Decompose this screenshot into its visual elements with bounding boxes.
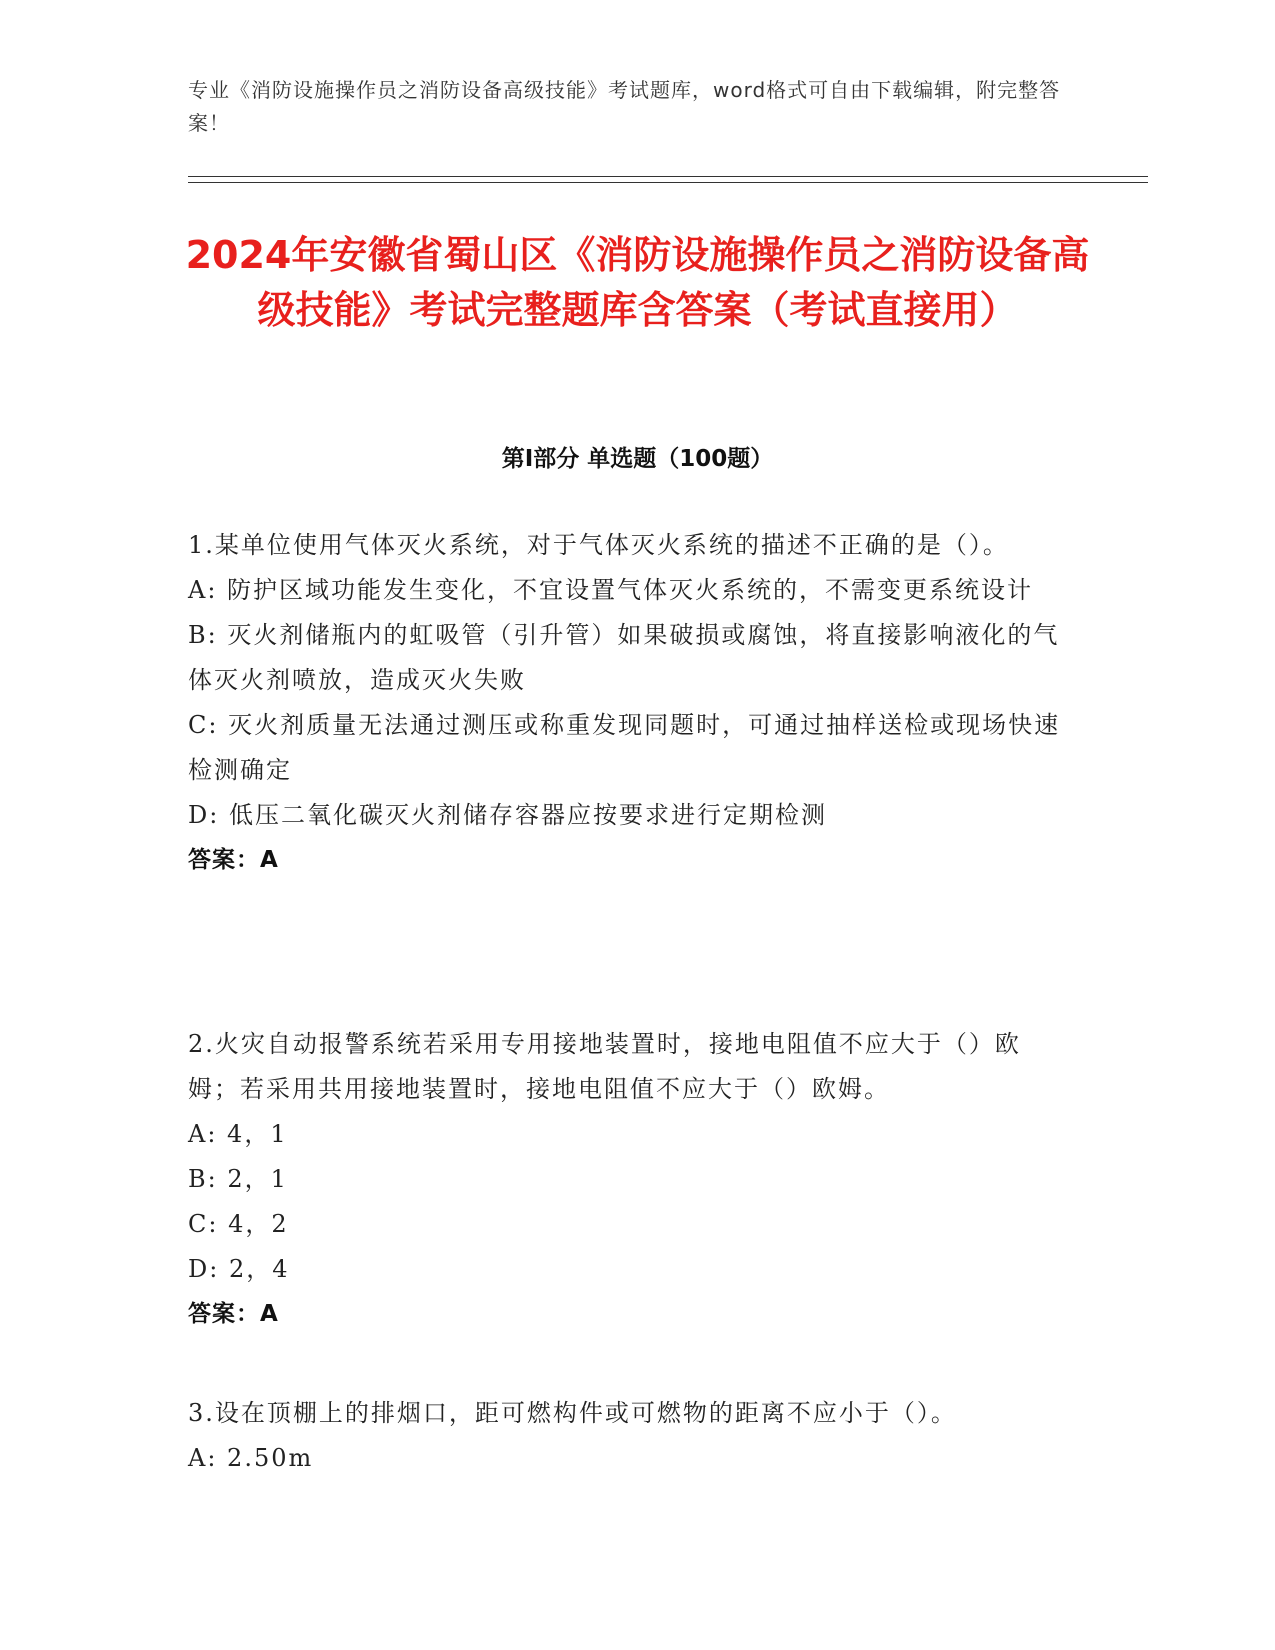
option-c: C: 灭火剂质量无法通过测压或称重发现同题时，可通过抽样送检或现场快速检测确定 <box>188 711 1061 784</box>
question-stem: 2.火灾自动报警系统若采用专用接地装置时，接地电阻值不应大于（）欧姆；若采用共用接地装置时，接地电阻值不应大于（）欧姆。 <box>188 1030 1021 1103</box>
option-b: B: 2，1 <box>188 1165 288 1193</box>
option-a: A: 4，1 <box>188 1120 288 1148</box>
divider-bottom <box>188 182 1148 183</box>
divider-top <box>188 176 1148 177</box>
section-heading: 第I部分 单选题（100题） <box>501 446 774 472</box>
option-a: A: 2.50m <box>188 1444 314 1472</box>
header-note: 专业《消防设施操作员之消防设备高级技能》考试题库，word格式可自由下载编辑，附完整答案！ <box>188 78 1061 135</box>
option-a: A: 防护区域功能发生变化，不宜设置气体灭火系统的，不需变更系统设计 <box>188 576 1034 604</box>
option-d: D: 2，4 <box>188 1255 290 1283</box>
answer: 答案：A <box>188 1301 279 1327</box>
document-title: 2024年安徽省蜀山区《消防设施操作员之消防设备高级技能》考试完整题库含答案（考试直接用） <box>185 233 1090 332</box>
question-3 <box>188 1391 1068 1481</box>
question-stem: 1.某单位使用气体灭火系统，对于气体灭火系统的描述不正确的是（）。 <box>188 531 1009 559</box>
question-1 <box>188 523 1068 883</box>
answer: 答案：A <box>188 847 279 873</box>
option-c: C: 4，2 <box>188 1210 289 1238</box>
option-d: D: 低压二氧化碳灭火剂储存容器应按要求进行定期检测 <box>188 801 827 829</box>
option-b: B: 灭火剂储瓶内的虹吸管（引升管）如果破损或腐蚀，将直接影响液化的气体灭火剂喷放，造成灭火失败 <box>188 621 1060 694</box>
question-2 <box>188 1022 1068 1337</box>
question-stem: 3.设在顶棚上的排烟口，距可燃构件或可燃物的距离不应小于（）。 <box>188 1399 957 1427</box>
